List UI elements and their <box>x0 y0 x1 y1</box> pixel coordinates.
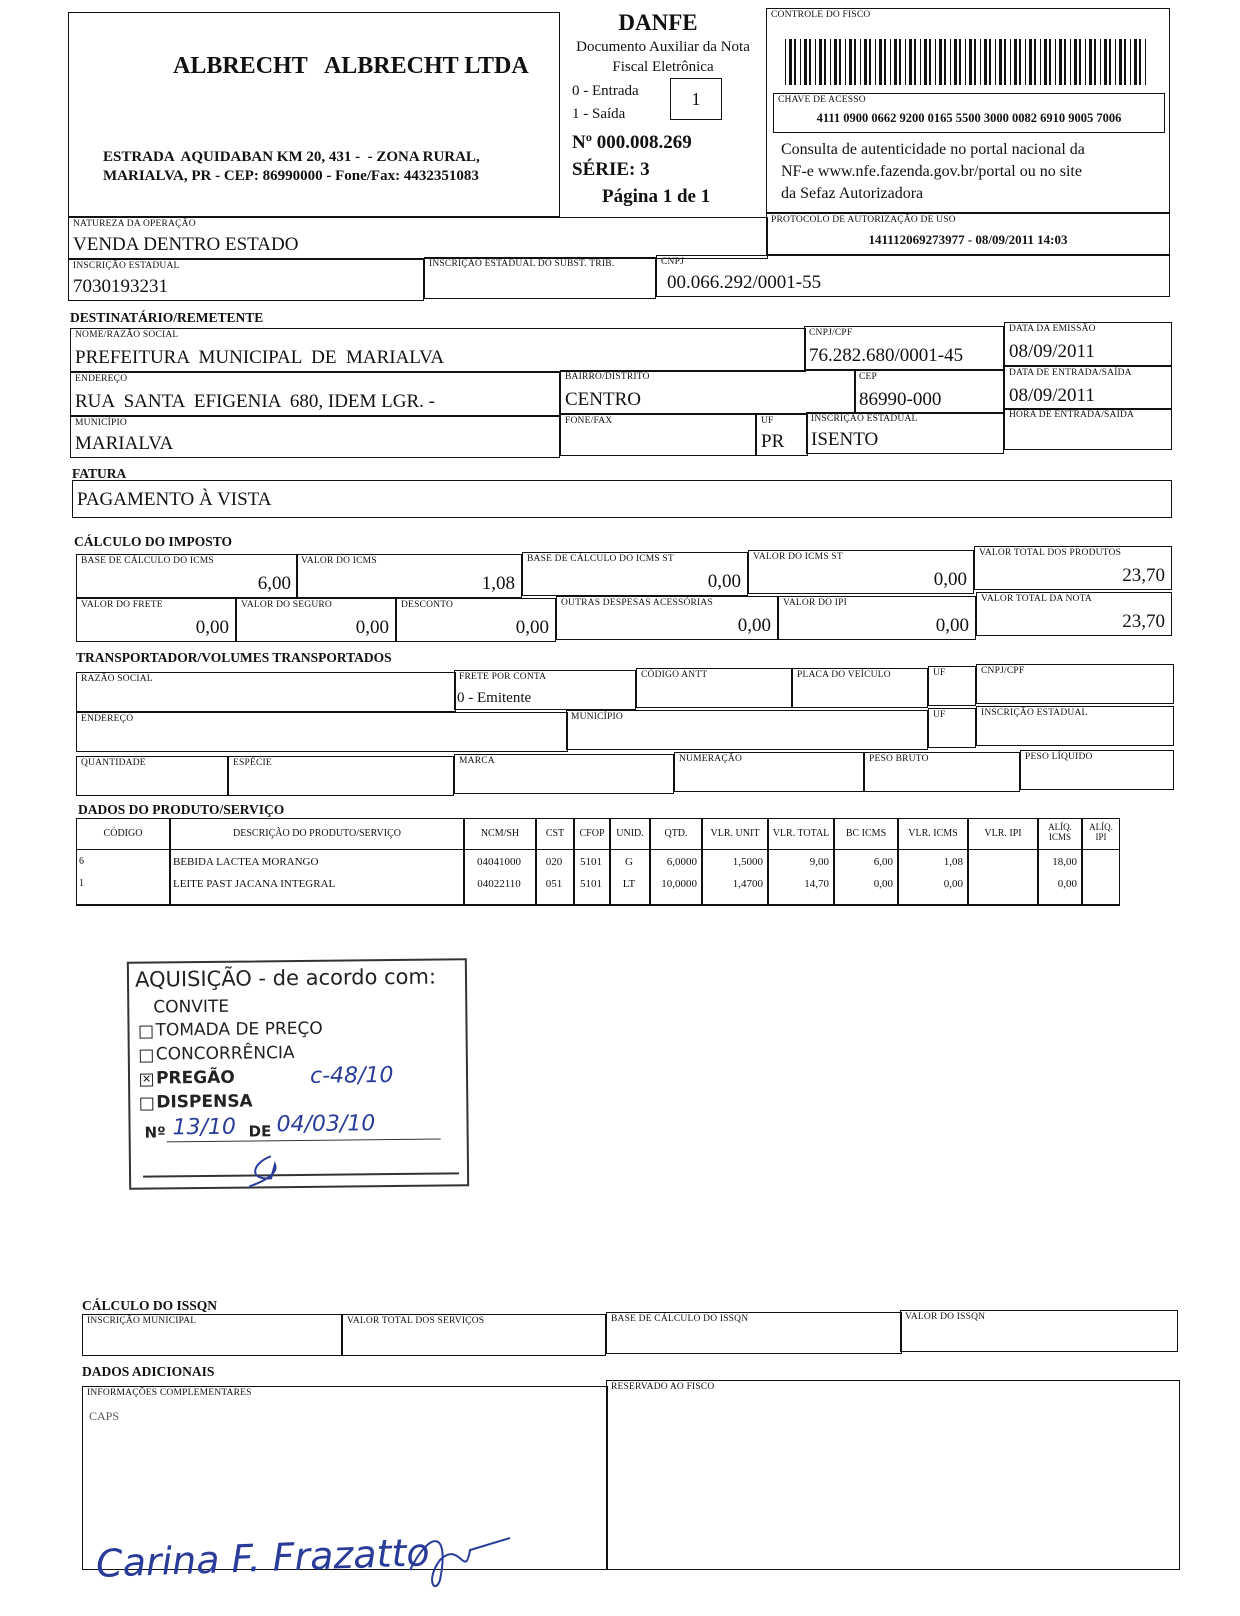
issqn-valor-servicos-cell <box>342 1314 606 1356</box>
stamp-option-pregao: PREGÃO <box>155 1067 235 1089</box>
cell-vlr-icms: 1,08 <box>943 856 963 868</box>
cell-cst: 051 <box>545 878 563 890</box>
col-header-vlr-unit <box>702 818 768 850</box>
valor-frete-label: VALOR DO FRETE <box>81 600 163 610</box>
transp-numeracao-label: NUMERAÇÃO <box>679 754 743 764</box>
dest-ie-value: ISENTO <box>811 429 879 450</box>
transp-especie-label: ESPÉCIE <box>233 758 272 768</box>
transp-frete-label: FRETE POR CONTA <box>459 672 547 682</box>
valor-icms-st-cell <box>748 550 974 594</box>
valor-icms-st-value: 0,00 <box>933 569 967 590</box>
col-header-vlr-icms <box>898 818 968 850</box>
company-address-line2: MARIALVA, PR - CEP: 86990000 - Fone/Fax: 4432351083 <box>103 168 479 184</box>
chave-acesso-box <box>773 93 1165 133</box>
adicionais-section-title: DADOS ADICIONAIS <box>82 1364 215 1379</box>
issqn-valor-servicos-label: VALOR TOTAL DOS SERVIÇOS <box>347 1316 485 1326</box>
dest-fone-cell <box>560 414 756 456</box>
page-indicator: Página 1 de 1 <box>602 186 711 207</box>
hora-entrada-saida-label: HORA DE ENTRADA/SAÍDA <box>1009 410 1135 420</box>
emitente-box <box>68 12 560 217</box>
transp-cnpj-cell <box>976 664 1174 704</box>
company-address-line1: ESTRADA AQUIDABAN KM 20, 431 - - ZONA RURAL, <box>103 149 480 165</box>
dest-endereco-value: RUA SANTA EFIGENIA 680, IDEM LGR. - <box>75 391 436 412</box>
col-header-vlr-total <box>768 818 834 850</box>
issqn-base-label: BASE DE CÁLCULO DO ISSQN <box>611 1314 749 1324</box>
col-header-label: CFOP <box>579 828 605 839</box>
stamp-option-convite: CONVITE <box>153 996 230 1018</box>
transp-cnpj-label: CNPJ/CPF <box>981 666 1025 676</box>
consulta-line-3: da Sefaz Autorizadora <box>781 185 924 202</box>
data-entrada-saida-cell <box>1004 366 1172 410</box>
dest-cep-value: 86990-000 <box>859 389 942 410</box>
dest-bairro-cell <box>560 370 856 414</box>
valor-seguro-label: VALOR DO SEGURO <box>241 600 332 610</box>
tipo-box <box>670 78 722 120</box>
cell-cst: 020 <box>545 856 563 868</box>
col-header-label: CÓDIGO <box>103 828 143 839</box>
col-header-label: DESCRIÇÃO DO PRODUTO/SERVIÇO <box>233 828 401 839</box>
col-header-label: QTD. <box>664 828 688 839</box>
company-name: ALBRECHT ALBRECHT LTDA <box>173 53 529 79</box>
cell-vlr-total: 14,70 <box>804 878 829 890</box>
transp-frete-cell <box>454 670 636 710</box>
col-header-aliq-icms <box>1038 818 1082 850</box>
ie-value: 7030193231 <box>73 276 168 297</box>
col-header-vlr-ipi <box>968 818 1038 850</box>
valor-total-produtos-label: VALOR TOTAL DOS PRODUTOS <box>979 548 1122 558</box>
data-emissao-value: 08/09/2011 <box>1009 341 1095 362</box>
base-icms-st-value: 0,00 <box>707 571 741 592</box>
transp-municipio-cell <box>566 710 928 750</box>
col-header-label: VLR. TOTAL <box>772 828 830 839</box>
base-icms-label: BASE DE CÁLCULO DO ICMS <box>81 556 214 566</box>
cell-ncm: 04041000 <box>477 856 521 868</box>
stamp-checkbox-dispensa <box>140 1098 153 1111</box>
dest-cnpj-label: CNPJ/CPF <box>809 328 853 338</box>
base-icms-cell <box>76 554 298 598</box>
col-header-cst <box>536 818 574 850</box>
chave-acesso-label: CHAVE DE ACESSO <box>778 95 866 105</box>
emitente-cnpj-value: 00.066.292/0001-55 <box>667 272 822 293</box>
transp-peso-liquido-label: PESO LÍQUIDO <box>1025 752 1093 762</box>
controle-fisco-box <box>766 8 1170 213</box>
issqn-valor-label: VALOR DO ISSQN <box>905 1312 986 1322</box>
stamp-initials-scribble <box>241 1152 301 1189</box>
table-row <box>76 854 1120 874</box>
consulta-line-2: NF-e www.nfe.fazenda.gov.br/portal ou no site <box>781 163 1082 180</box>
transp-peso-liquido-cell <box>1020 750 1174 790</box>
cell-cfop: 5101 <box>580 856 602 868</box>
stamp-de-label: DE <box>248 1122 272 1141</box>
issqn-valor-cell <box>900 1310 1178 1352</box>
transp-uf-label: UF <box>933 668 946 678</box>
dest-cep-label: CEP <box>859 372 878 382</box>
valor-seguro-cell <box>236 598 396 642</box>
dest-nome-label: NOME/RAZÃO SOCIAL <box>75 330 179 340</box>
issqn-section-title: CÁLCULO DO ISSQN <box>82 1298 218 1313</box>
ie-st-cell <box>424 257 656 299</box>
ie-cell <box>68 259 424 301</box>
reservado-fisco-label: RESERVADO AO FISCO <box>611 1382 715 1392</box>
data-entrada-saida-label: DATA DE ENTRADA/SAÍDA <box>1009 368 1132 378</box>
table-row <box>76 876 1120 896</box>
valor-total-nota-value: 23,70 <box>1122 611 1165 632</box>
col-header-label: ALÍQ. ICMS <box>1048 822 1072 842</box>
valor-icms-cell <box>296 554 522 598</box>
cell-vlr-total: 9,00 <box>809 856 829 868</box>
desconto-value: 0,00 <box>515 617 549 638</box>
emitente-cnpj-label: CNPJ <box>661 257 684 267</box>
valor-total-nota-cell <box>976 592 1172 636</box>
stamp-checkbox-pregao-checked: ✕ <box>141 1072 152 1086</box>
data-entrada-saida-value: 08/09/2011 <box>1009 385 1095 406</box>
cell-unid: G <box>625 856 633 868</box>
cell-ncm: 04022110 <box>477 878 521 890</box>
cell-descricao: BEBIDA LACTEA MORANGO <box>173 856 319 868</box>
natureza-operacao-label: NATUREZA DA OPERAÇÃO <box>73 219 196 229</box>
transp-municipio-label: MUNICÍPIO <box>571 712 623 722</box>
destinatario-section-title: DESTINATÁRIO/REMETENTE <box>70 310 264 325</box>
transp-antt-cell <box>636 668 792 708</box>
outras-despesas-label: OUTRAS DESPESAS ACESSÓRIAS <box>561 598 713 608</box>
transp-placa-label: PLACA DO VEÍCULO <box>797 670 891 680</box>
dest-nome-cell <box>70 328 806 372</box>
cell-vlr-icms: 0,00 <box>943 878 963 890</box>
aquisicao-stamp <box>127 958 469 1190</box>
col-header-label: UNID. <box>616 828 644 839</box>
col-header-qtd <box>650 818 702 850</box>
valor-total-produtos-cell <box>974 546 1172 590</box>
stamp-option-dispensa: DISPENSA <box>156 1091 253 1113</box>
emitente-cnpj-cell <box>656 255 1170 297</box>
col-header-unid <box>610 818 650 850</box>
issqn-inscricao-label: INSCRIÇÃO MUNICIPAL <box>87 1316 197 1326</box>
dest-uf-label: UF <box>761 416 774 426</box>
saida-label: 1 - Saída <box>572 106 626 122</box>
dest-cnpj-value: 76.282.680/0001-45 <box>809 345 964 366</box>
dest-ie-cell <box>806 412 1004 454</box>
transp-quantidade-cell <box>76 756 228 796</box>
base-icms-value: 6,00 <box>257 573 291 594</box>
info-complementares-value: CAPS <box>89 1409 120 1423</box>
transp-antt-label: CÓDIGO ANTT <box>641 670 708 680</box>
stamp-option-concorrencia: CONCORRÊNCIA <box>155 1043 295 1065</box>
col-header-cfop <box>574 818 610 850</box>
dest-municipio-label: MUNICÍPIO <box>75 418 127 428</box>
barcode <box>785 39 1151 85</box>
cell-unid: LT <box>622 878 636 890</box>
barcode-graphic <box>785 39 1151 85</box>
transp-endereco-cell <box>76 712 568 752</box>
col-header-label: VLR. ICMS <box>908 828 958 839</box>
transp-endereco-label: ENDEREÇO <box>81 714 134 724</box>
base-icms-st-cell <box>522 552 748 596</box>
hora-entrada-saida-cell <box>1004 408 1172 450</box>
col-header-label: BC ICMS <box>845 828 887 839</box>
fatura-section-title: FATURA <box>72 466 127 481</box>
stamp-option-tomada: TOMADA DE PREÇO <box>155 1018 323 1041</box>
col-header-label: CST <box>545 828 565 839</box>
info-complementares-label: INFORMAÇÕES COMPLEMENTARES <box>87 1388 252 1398</box>
cell-qtd: 10,0000 <box>661 878 697 890</box>
col-header-label: NCM/SH <box>480 828 520 839</box>
stamp-numero-prefix: Nº <box>144 1123 166 1142</box>
valor-frete-value: 0,00 <box>195 617 229 638</box>
dest-cnpj-cell <box>804 326 1004 370</box>
cell-aliq-icms: 18,00 <box>1052 856 1077 868</box>
valor-total-produtos-value: 23,70 <box>1122 565 1165 586</box>
cell-vlr-unit: 1,4700 <box>732 878 763 890</box>
dest-municipio-value: MARIALVA <box>75 433 174 454</box>
reservado-fisco-cell <box>606 1380 1180 1570</box>
cell-bc-icms: 0,00 <box>873 878 893 890</box>
fatura-value: PAGAMENTO À VISTA <box>77 489 272 510</box>
consulta-line-1: Consulta de autenticidade no portal nacional da <box>781 141 1085 158</box>
cell-codigo: 6 <box>79 856 84 867</box>
dest-bairro-label: BAIRRO/DISTRITO <box>565 372 650 382</box>
table-bottom-line <box>76 904 1120 906</box>
transp-razao-cell <box>76 672 456 712</box>
transp-quantidade-label: QUANTIDADE <box>81 758 146 768</box>
nfe-serie: SÉRIE: 3 <box>572 159 650 180</box>
dest-ie-label: INSCRIÇÃO ESTADUAL <box>811 414 918 424</box>
stamp-title: AQUISIÇÃO - de acordo com: <box>134 964 437 992</box>
danfe-block <box>560 8 766 220</box>
transp-marca-label: MARCA <box>459 756 495 766</box>
valor-ipi-cell <box>778 596 976 640</box>
dest-endereco-label: ENDEREÇO <box>75 374 128 384</box>
col-header-bc-icms <box>834 818 898 850</box>
issqn-inscricao-cell <box>82 1314 342 1356</box>
signature: Carina F. Frazatto <box>95 1530 431 1586</box>
col-header-label: VLR. UNIT <box>710 828 760 839</box>
transp-uf-cell <box>928 666 976 706</box>
cell-qtd: 6,0000 <box>666 856 697 868</box>
dest-endereco-cell <box>70 372 560 416</box>
stamp-numero-value: 13/10 <box>172 1114 237 1141</box>
chave-acesso-value: 4111 0900 0662 9200 0165 5500 3000 0082 6910 9005 7006 <box>816 111 1122 125</box>
data-emissao-cell <box>1004 322 1172 366</box>
transp-peso-bruto-label: PESO BRUTO <box>869 754 929 764</box>
transp-peso-bruto-cell <box>864 752 1020 792</box>
transp-uf2-label: UF <box>933 710 946 720</box>
transp-razao-label: RAZÃO SOCIAL <box>81 674 153 684</box>
transp-frete-value: 0 - Emitente <box>457 690 532 706</box>
tipo-value: 1 <box>691 89 701 109</box>
col-header-label: VLR. IPI <box>984 828 1022 839</box>
protocolo-cell <box>766 213 1170 255</box>
valor-icms-value: 1,08 <box>481 573 515 594</box>
valor-seguro-value: 0,00 <box>355 617 389 638</box>
transp-ie-cell <box>976 706 1174 746</box>
stamp-handwritten-ref: c-48/10 <box>309 1063 394 1089</box>
base-icms-st-label: BASE DE CÁLCULO DO ICMS ST <box>527 554 674 564</box>
transportador-section-title: TRANSPORTADOR/VOLUMES TRANSPORTADOS <box>76 650 392 665</box>
outras-despesas-cell <box>556 596 778 640</box>
ie-label: INSCRIÇÃO ESTADUAL <box>73 261 180 271</box>
fatura-cell <box>72 480 1172 518</box>
stamp-checkbox-concorrencia <box>140 1050 153 1063</box>
controle-fisco-label: CONTROLE DO FISCO <box>771 10 871 20</box>
danfe-subtitle-2: Fiscal Eletrônica <box>612 59 714 75</box>
ie-st-label: INSCRIÇÃO ESTADUAL DO SUBST. TRIB. <box>429 259 615 269</box>
protocolo-value: 141112069273977 - 08/09/2011 14:03 <box>868 232 1068 247</box>
valor-ipi-label: VALOR DO IPI <box>783 598 847 608</box>
issqn-base-cell <box>606 1312 902 1354</box>
cell-aliq-icms: 0,00 <box>1057 878 1077 890</box>
transp-marca-cell <box>454 754 674 794</box>
dest-cep-cell <box>854 370 1004 414</box>
col-header-descricao <box>170 818 464 850</box>
transp-ie-label: INSCRIÇÃO ESTADUAL <box>981 708 1088 718</box>
col-header-aliq-ipi <box>1082 818 1120 850</box>
protocolo-label: PROTOCOLO DE AUTORIZAÇÃO DE USO <box>771 215 956 225</box>
cell-descricao: LEITE PAST JACANA INTEGRAL <box>173 878 336 890</box>
signature-flourish <box>380 1520 520 1600</box>
danfe-subtitle-1: Documento Auxiliar da Nota <box>576 39 750 55</box>
dest-uf-value: PR <box>761 431 785 452</box>
cell-codigo: 1 <box>79 878 84 889</box>
valor-total-nota-label: VALOR TOTAL DA NOTA <box>981 594 1092 604</box>
imposto-section-title: CÁLCULO DO IMPOSTO <box>74 534 233 549</box>
stamp-de-value: 04/03/10 <box>276 1111 376 1138</box>
dest-nome-value: PREFEITURA MUNICIPAL DE MARIALVA <box>75 347 445 368</box>
col-header-label: ALÍQ. IPI <box>1089 822 1113 842</box>
valor-ipi-value: 0,00 <box>935 615 969 636</box>
produtos-section-title: DADOS DO PRODUTO/SERVIÇO <box>78 802 285 817</box>
entrada-label: 0 - Entrada <box>572 83 639 99</box>
valor-icms-st-label: VALOR DO ICMS ST <box>753 552 843 562</box>
valor-frete-cell <box>76 598 236 642</box>
valor-icms-label: VALOR DO ICMS <box>301 556 377 566</box>
cell-cfop: 5101 <box>580 878 602 890</box>
outras-despesas-value: 0,00 <box>737 615 771 636</box>
nfe-number: Nº 000.008.269 <box>572 132 692 153</box>
dest-municipio-cell <box>70 416 560 458</box>
col-header-codigo <box>76 818 170 850</box>
transp-numeracao-cell <box>674 752 864 792</box>
natureza-operacao-value: VENDA DENTRO ESTADO <box>73 234 299 255</box>
desconto-label: DESCONTO <box>401 600 454 610</box>
transp-placa-cell <box>792 668 928 708</box>
transp-especie-cell <box>228 756 454 796</box>
desconto-cell <box>396 598 556 642</box>
dest-fone-label: FONE/FAX <box>565 416 613 426</box>
stamp-checkbox-tomada <box>139 1026 152 1039</box>
transp-uf2-cell <box>928 708 976 748</box>
dest-bairro-value: CENTRO <box>565 389 641 410</box>
cell-bc-icms: 6,00 <box>873 856 893 868</box>
dest-uf-cell <box>756 414 808 456</box>
danfe-title: DANFE <box>618 10 698 35</box>
col-header-ncm <box>464 818 536 850</box>
produtos-table <box>76 818 1178 906</box>
data-emissao-label: DATA DA EMISSÃO <box>1009 324 1096 334</box>
cell-vlr-unit: 1,5000 <box>732 856 763 868</box>
natureza-operacao-cell <box>68 217 768 259</box>
